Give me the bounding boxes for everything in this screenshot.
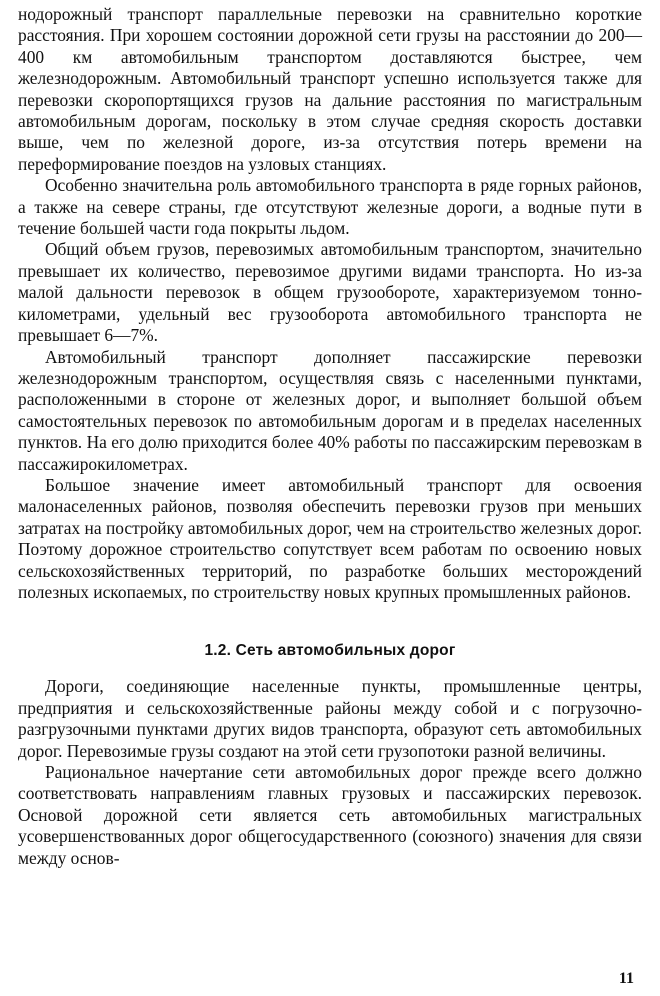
paragraph-2: Особенно значительна роль автомобильного транспорта в ряде горных районов, а также на севере страны, где отсутствуют железные дороги, а водные пути в течение большей части года покрыты льдом. [18,175,642,239]
paragraph-4: Автомобильный транспорт дополняет пассажирские перевозки железнодорожным транспортом, осуществляя связь с населенными пунктами, расположенными в стороне от железных дорог, и выполняет большой объем самостоятельных перевозок по автомобильным дорогам и в пределах населенных пунктов. На его долю приходится более 40% работы по пассажирским перевозкам в пассажирокилометрах. [18,346,642,474]
paragraph-3: Общий объем грузов, перевозимых автомобильным транспортом, значительно превышает их количество, перевозимое другими видами транспорта. Но из-за малой дальности перевозок в общем грузообороте, характеризуемом тонно-километрами, удельный вес грузооборота автомобильного транспорта не превышает 6—7%. [18,239,642,346]
paragraph-1: нодорожный транспорт параллельные перевозки на сравнительно короткие расстояния. При хорошем состоянии дорожной сети грузы на расстоянии до 200—400 км автомобильным транспортом доставляются быстрее, чем железнодорожным. Автомобильный транспорт успешно используется также для перевозки скоропортящихся грузов на дальние расстояния по магистральным автомобильным дорогам, поскольку в этом случае средняя скорость доставки выше, чем по железной дороге, из-за отсутствия потерь времени на переформирование поездов на узловых станциях. [18,4,642,174]
paragraph-6: Дороги, соединяющие населенные пункты, промышленные центры, предприятия и сельскохозяйственные районы между собой и с погрузочно-разгрузочными пунктами других видов транспорта, образуют сеть автомобильных дорог. Перевозимые грузы создают на этой сети грузопотоки разной величины. [18,676,642,761]
paragraph-7: Рациональное начертание сети автомобильных дорог прежде всего должно соответствовать направлениям главных грузовых и пассажирских перевозок. Основой дорожной сети является сеть автомобильных магистральных усовершенствованных дорог общегосударственного (союзного) значения для связи между основ- [18,762,642,868]
section-heading: 1.2. Сеть автомобильных дорог [204,642,456,660]
paragraph-5: Большое значение имеет автомобильный транспорт для освоения малонаселенных районов, позволяя обеспечить перевозки грузов при меньших затратах на постройку автомобильных дорог, чем на строительство железных дорог. Поэтому дорожное строительство сопутствует всем работам по освоению новых сельскохозяйственных территорий, по разработке больших месторождений полезных ископаемых, по строительству новых крупных промышленных районов. [18,474,642,602]
book-page [18,4,642,992]
page-number: 11 [618,970,634,987]
